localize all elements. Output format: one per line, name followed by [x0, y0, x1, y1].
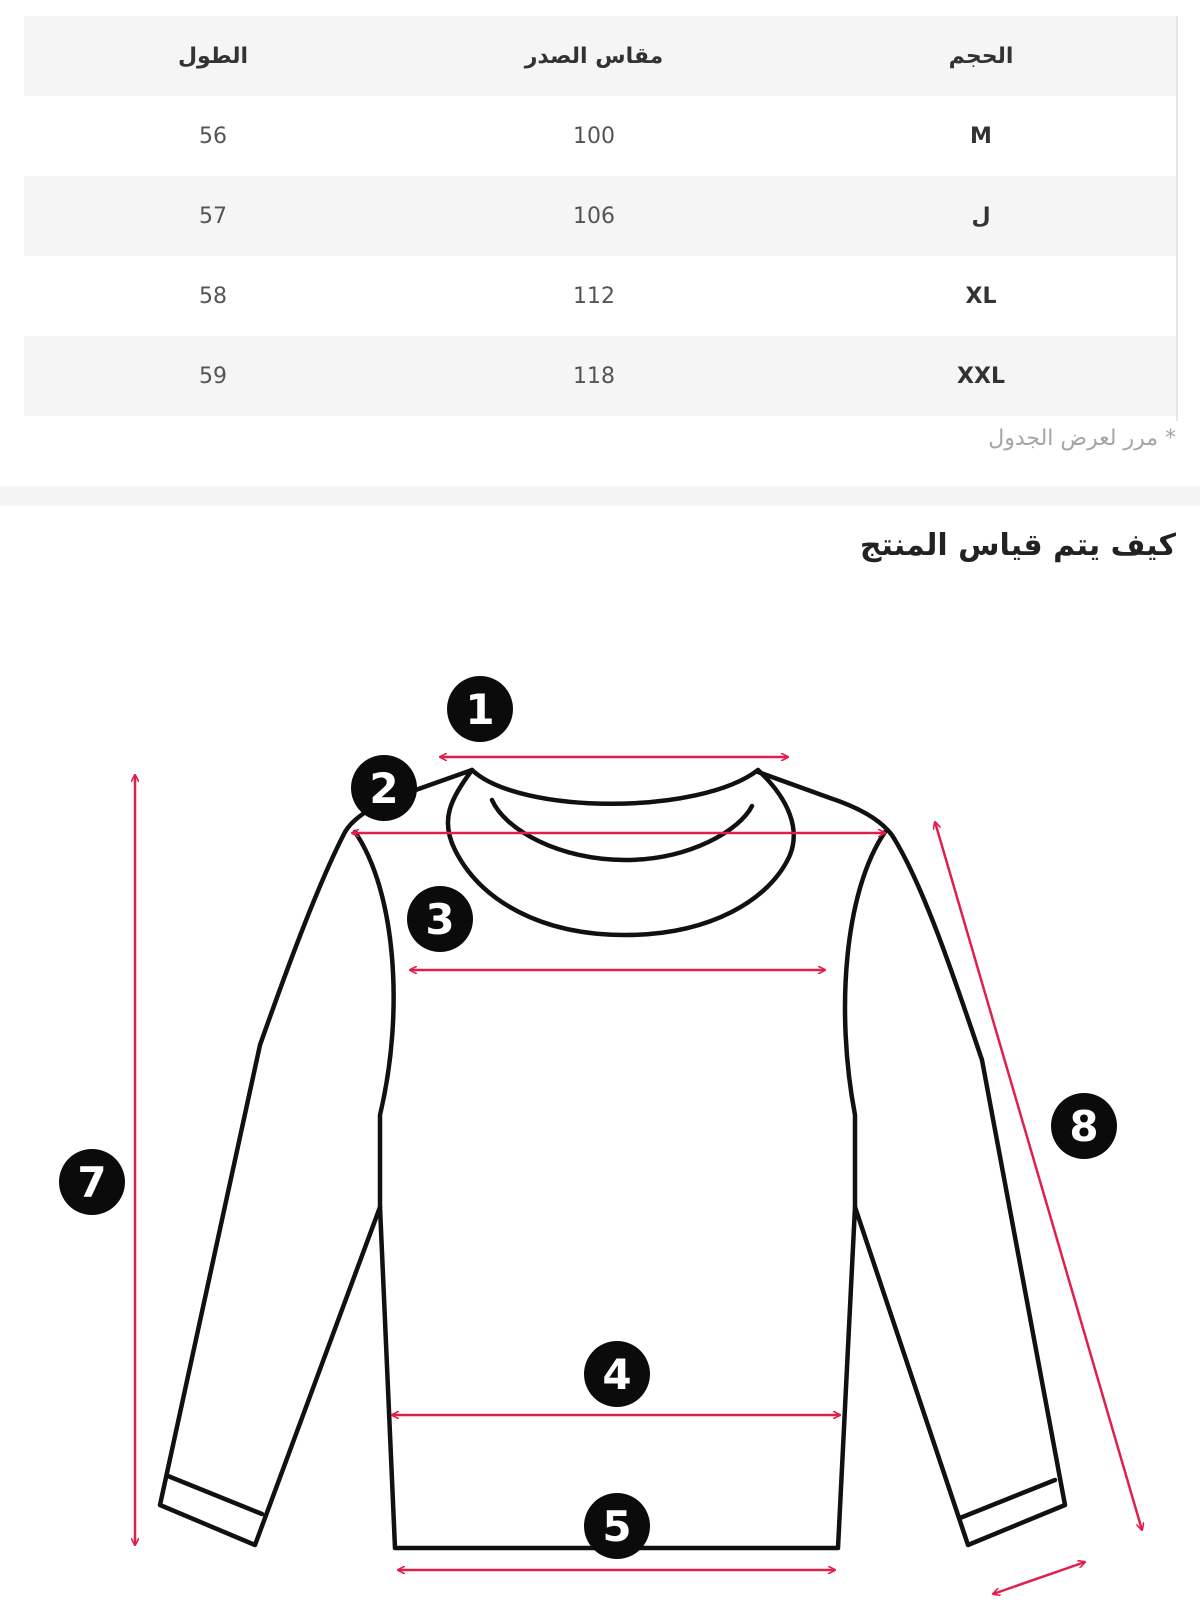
sweater-outline	[160, 770, 1065, 1548]
svg-text:2: 2	[369, 764, 399, 813]
header-chest: مقاس الصدر	[524, 43, 664, 69]
table-row	[24, 336, 1176, 416]
svg-text:8: 8	[1069, 1102, 1099, 1151]
measure-arrows	[135, 757, 1142, 1594]
measure-markers	[59, 676, 1117, 1559]
header-length: الطول	[177, 43, 249, 69]
cell-chest: 118	[573, 363, 615, 389]
section-divider	[0, 486, 1200, 506]
size-table	[24, 16, 1176, 416]
cell-length: 58	[199, 283, 227, 309]
marker-4	[584, 1341, 650, 1407]
marker-8	[1051, 1093, 1117, 1159]
marker-7	[59, 1149, 125, 1215]
cell-chest: 106	[573, 203, 615, 229]
marker-3	[407, 886, 473, 952]
svg-text:4: 4	[602, 1350, 632, 1399]
cell-size: ل	[971, 203, 991, 229]
table-scroll-edge[interactable]	[1176, 16, 1178, 421]
svg-text:5: 5	[602, 1502, 632, 1551]
section-title: كيف يتم قياس المنتج	[859, 528, 1176, 563]
sweater-outline-icon	[0, 640, 1200, 1602]
arrow-cuff-width	[993, 1562, 1085, 1594]
cell-size: XXL	[957, 363, 1005, 389]
table-row	[24, 96, 1176, 176]
table-row	[24, 176, 1176, 256]
marker-2	[351, 755, 417, 821]
cell-length: 57	[199, 203, 227, 229]
cell-size: M	[970, 123, 992, 149]
marker-5	[584, 1493, 650, 1559]
header-size: الحجم	[948, 43, 1014, 69]
scroll-hint: * مرر لعرض الجدول	[988, 426, 1176, 451]
cell-chest: 112	[573, 283, 615, 309]
cell-length: 59	[199, 363, 227, 389]
svg-text:3: 3	[425, 895, 455, 944]
svg-text:1: 1	[465, 685, 495, 734]
cell-size: XL	[965, 283, 997, 309]
cell-chest: 100	[573, 123, 615, 149]
cell-length: 56	[199, 123, 227, 149]
arrow-sleeve-length	[935, 822, 1142, 1530]
svg-text:7: 7	[77, 1158, 107, 1207]
table-row	[24, 256, 1176, 336]
marker-1	[447, 676, 513, 742]
table-header-row	[24, 16, 1176, 96]
